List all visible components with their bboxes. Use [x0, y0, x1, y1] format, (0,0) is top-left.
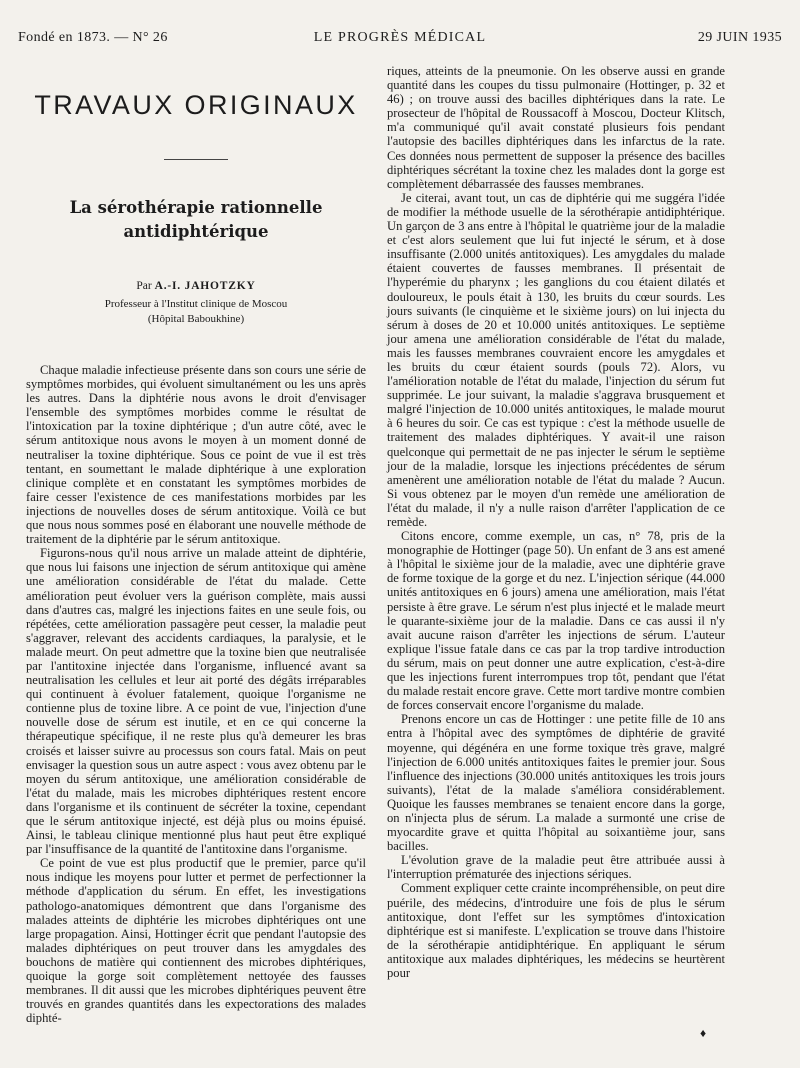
left-column: [26, 80, 366, 1025]
left-body: [26, 363, 366, 1025]
affiliation-line-1: Professeur à l'Institut clinique de Moscou: [104, 298, 288, 310]
affiliation-line-2: (Hôpital Baboukhine): [147, 313, 245, 325]
founding-number: Fondé en 1873. — N° 26: [18, 30, 168, 45]
paragraph: Citons encore, comme exemple, un cas, n° 78, pris de la monographie de Hottinger (page 50). Un enfant de 3 ans est amené à l'hôpital le sixième jour de la maladie, avec une diphtérie grave de forme toxique de la gorge et du nez. L'injection sérique (44.000 unités antitoxiques en 6 jours) amena une amélioration, mais l'état persiste à être grave. Le sérum n'est plus injecté et le malade meurt le quarante-sixième jour de la maladie. Dans ce cas aussi il n'y avait aucune raison d'arrêter les injections de sérum. L'auteur explique l'issue fatale dans ce cas par la trop tardive introduction du sérum, mais on peut donner une autre explication, c'est-à-dire que les injections furent interrompues trop tôt, pendant que l'état du malade restait encore grave. Cette mort tardive montre combien de forces conservait encore l'organisme du malade.: [387, 529, 725, 713]
author-name: A.-I. JAHOTZKY: [154, 280, 256, 292]
section-title: TRAVAUX ORIGINAUX: [34, 90, 358, 120]
byline-prefix: Par: [136, 280, 152, 292]
paragraph: riques, atteints de la pneumonie. On les observe aussi en grande quantité dans les coupes du tissu pulmonaire (Hottinger, p. 32 et 46) ; on trouve aussi des bacilles diphtériques dans la rate. Le prosecteur de l'hôpital de Roussacoff à Moscou, Docteur Klitsch, m'a communiqué qu'il avait constaté plusieurs fois pendant l'autopsie des bacilles diphtériques dans les infarctus de la rate. Ces données nous permettent de supposer la présence des bacilles diphtériques sécrétant la toxine chez les malades dont la gorge est complètement débarrassée des fausses membranes.: [387, 64, 725, 191]
divider-rule: [164, 159, 228, 160]
paragraph: Je citerai, avant tout, un cas de diphtérie qui me suggéra l'idée de modifier la méthode usuelle de la sérothérapie antidiphtérique. Un garçon de 3 ans entre à l'hôpital le quatrième jour de la maladie et c'est alors seulement que lui fut injecté le sérum, et à dose insuffisante (2.000 unités antitoxiques). Les amygdales du malade étaient couvertes de fausses membranes. Il présentait de l'hyperémie du pharynx ; les ganglions du cou étaient dilatés et douloureux, le pouls était à 130, les bruits du cœur sourds. Les jours suivants (le cinquième et le sixième jours) on lui injecta du sérum à doses de 20 et 10.000 unités antitoxiques. Le septième jour amena une amélioration considérable de l'état du malade, mais les fausses membranes couvraient encore les amygdales et les bruits du cœur étaient sourds (pouls 72). Alors, vu l'amélioration notable de l'état du malade, l'injection du sérum fut supprimée. Le jour suivant, la maladie s'aggrava brusquement et malgré l'injection de 10.000 unités antitoxiques, le malade mourut à 6 heures du soir. Ce cas est typique : c'est la méthode usuelle de traitement des malades diphtériques. Y avait-il une raison quelconque qui permettait de ne pas injecter le sérum le septième jour de la maladie, lorsque les injections précédentes de sérum amenèrent une amélioration notable de l'état du malade ? Aucun. Si vous obtenez par le moyen d'un remède une amélioration de l'état du malade, il n'y a nulle raison d'arrêter l'application de ce remède.: [387, 190, 725, 529]
paragraph: Figurons-nous qu'il nous arrive un malade atteint de diphtérie, que nous lui faisons une injection de sérum antitoxique qui amène une amélioration considérable de l'état du malade. Cette amélioration peut évoluer vers la guérison complète, mais aussi dans d'autres cas, malgré les injections faites en une seule fois, ou répétées, cette amélioration passagère peut cesser, la maladie peut s'aggraver, relevant des accidents cardiaques, la paralysie, et le malade meurt. On peut admettre que la toxine bien que neutralisée par l'antitoxine injectée dans l'organisme, influencé avant sa neutralisation les cellules et leur ait porté des dégâts irréparables qui continuent à évoluer fatalement, quoique l'organisme ne contienne plus de toxine libre. A ce point de vue, l'injection d'une nouvelle dose de sérum est inutile, et en ce qui concerne la thérapeutique spécifique, il ne reste plus qu'à demeurer les bras croisés et laisser suivre au processus son cours fatal. Mais on peut envisager la question sous un autre aspect : vous avez obtenu par le moyen du sérum antitoxique, une amélioration considérable de l'état du malade, mais les microbes diphtériques restent encore dans l'organisme et ils continuent de sécréter la toxine, cependant que le sérum antitoxique injecté, est déjà plus ou moins épuisé. Ainsi, le tableau clinique mentionné plus haut peut être expliqué par l'insuffisance de la quantité de l'antitoxine dans l'organisme.: [26, 546, 366, 857]
paragraph: Chaque maladie infectieuse présente dans son cours une série de symptômes morbides, qui évoluent simultanément ou les uns après les autres. Dans la diphtérie nous avons le droit d'envisager l'ensemble des symptômes morbides comme le résultat de l'intoxication par la toxine diphtérique ; d'un autre côté, avec le sérum antitoxique nous avons le moyen à un moment donné de neutraliser la toxine diphtérique. Sous ce point de vue il est très tentant, en soumettant le malade diphtérique à une exploration clinique complète et en constatant les symptômes morbides de faire cesser l'existence de ces manifestations morbides par les injections de nouvelles doses de sérum antitoxique. Voilà ce but que nous nous sommes posé en élaborant une nouvelle méthode de traitement de la diphtérie par le sérum antitoxique.: [26, 363, 366, 547]
article-title-line-1: La sérothérapie rationnelle: [69, 198, 323, 217]
paragraph: Comment expliquer cette crainte incompréhensible, on peut dire puérile, des médecins, d'introduire une fois de plus le sérum antitoxique, dont l'effet sur les symptômes d'intoxication diphtérique est si manifeste. L'explication se trouve dans l'histoire de la sérothérapie antidiphtérique. En appliquant le sérum antitoxique aux malades diphtériques, les médecins se heurtèrent pour: [387, 881, 725, 980]
issue-date: 29 JUIN 1935: [697, 30, 782, 45]
running-header: [18, 30, 782, 50]
continuation-ornament: ♦: [700, 1026, 707, 1040]
byline: [26, 280, 366, 292]
article-title-line-2: antidiphtérique: [123, 222, 269, 241]
right-column: [387, 64, 725, 980]
paragraph: Prenons encore un cas de Hottinger : une petite fille de 10 ans entra à l'hôpital avec des symptômes de diphtérie de gravité moyenne, qui dégénéra en une forme toxique très grave, malgré l'injection de 6.000 unités antitoxiques faites le premier jour. Sous l'influence des injections (30.000 unités antitoxiques les trois jours suivants), l'état de la malade s'améliora considérablement. Quoique les fausses membranes se tenaient encore dans la gorge, on n'injecta plus de sérum. La malade a surmonté une crise de myocardite grave et quitta l'hôpital au soixantième jour, sans bacilles.: [387, 712, 725, 854]
journal-title: LE PROGRÈS MÉDICAL: [313, 30, 487, 45]
affiliation: [26, 297, 366, 327]
paragraph: Ce point de vue est plus productif que le premier, parce qu'il nous indique les moyens pour lutter et permet de perfectionner la méthode d'application du sérum. En effet, les investigations pathologo-anatomiques démontrent que dans l'organisme des malades atteints de diphtérie les microbes diphtériques ont une large propagation. Ainsi, Hottinger écrit que pendant l'autopsie des malades diphtériques on peut trouver dans les amygdales des bouchons de matière qui contiennent des microbes diphtériques, quoique la gorge soit complètement nettoyée des fausses membranes. Il dit aussi que les microbes diphtériques peuvent être trouvés en grandes quantités dans les expectorations des malades diphté-: [26, 856, 366, 1026]
paragraph: L'évolution grave de la maladie peut être attribuée aussi à l'interruption prématurée des injections sériques.: [387, 853, 725, 882]
article-title: [26, 196, 366, 244]
